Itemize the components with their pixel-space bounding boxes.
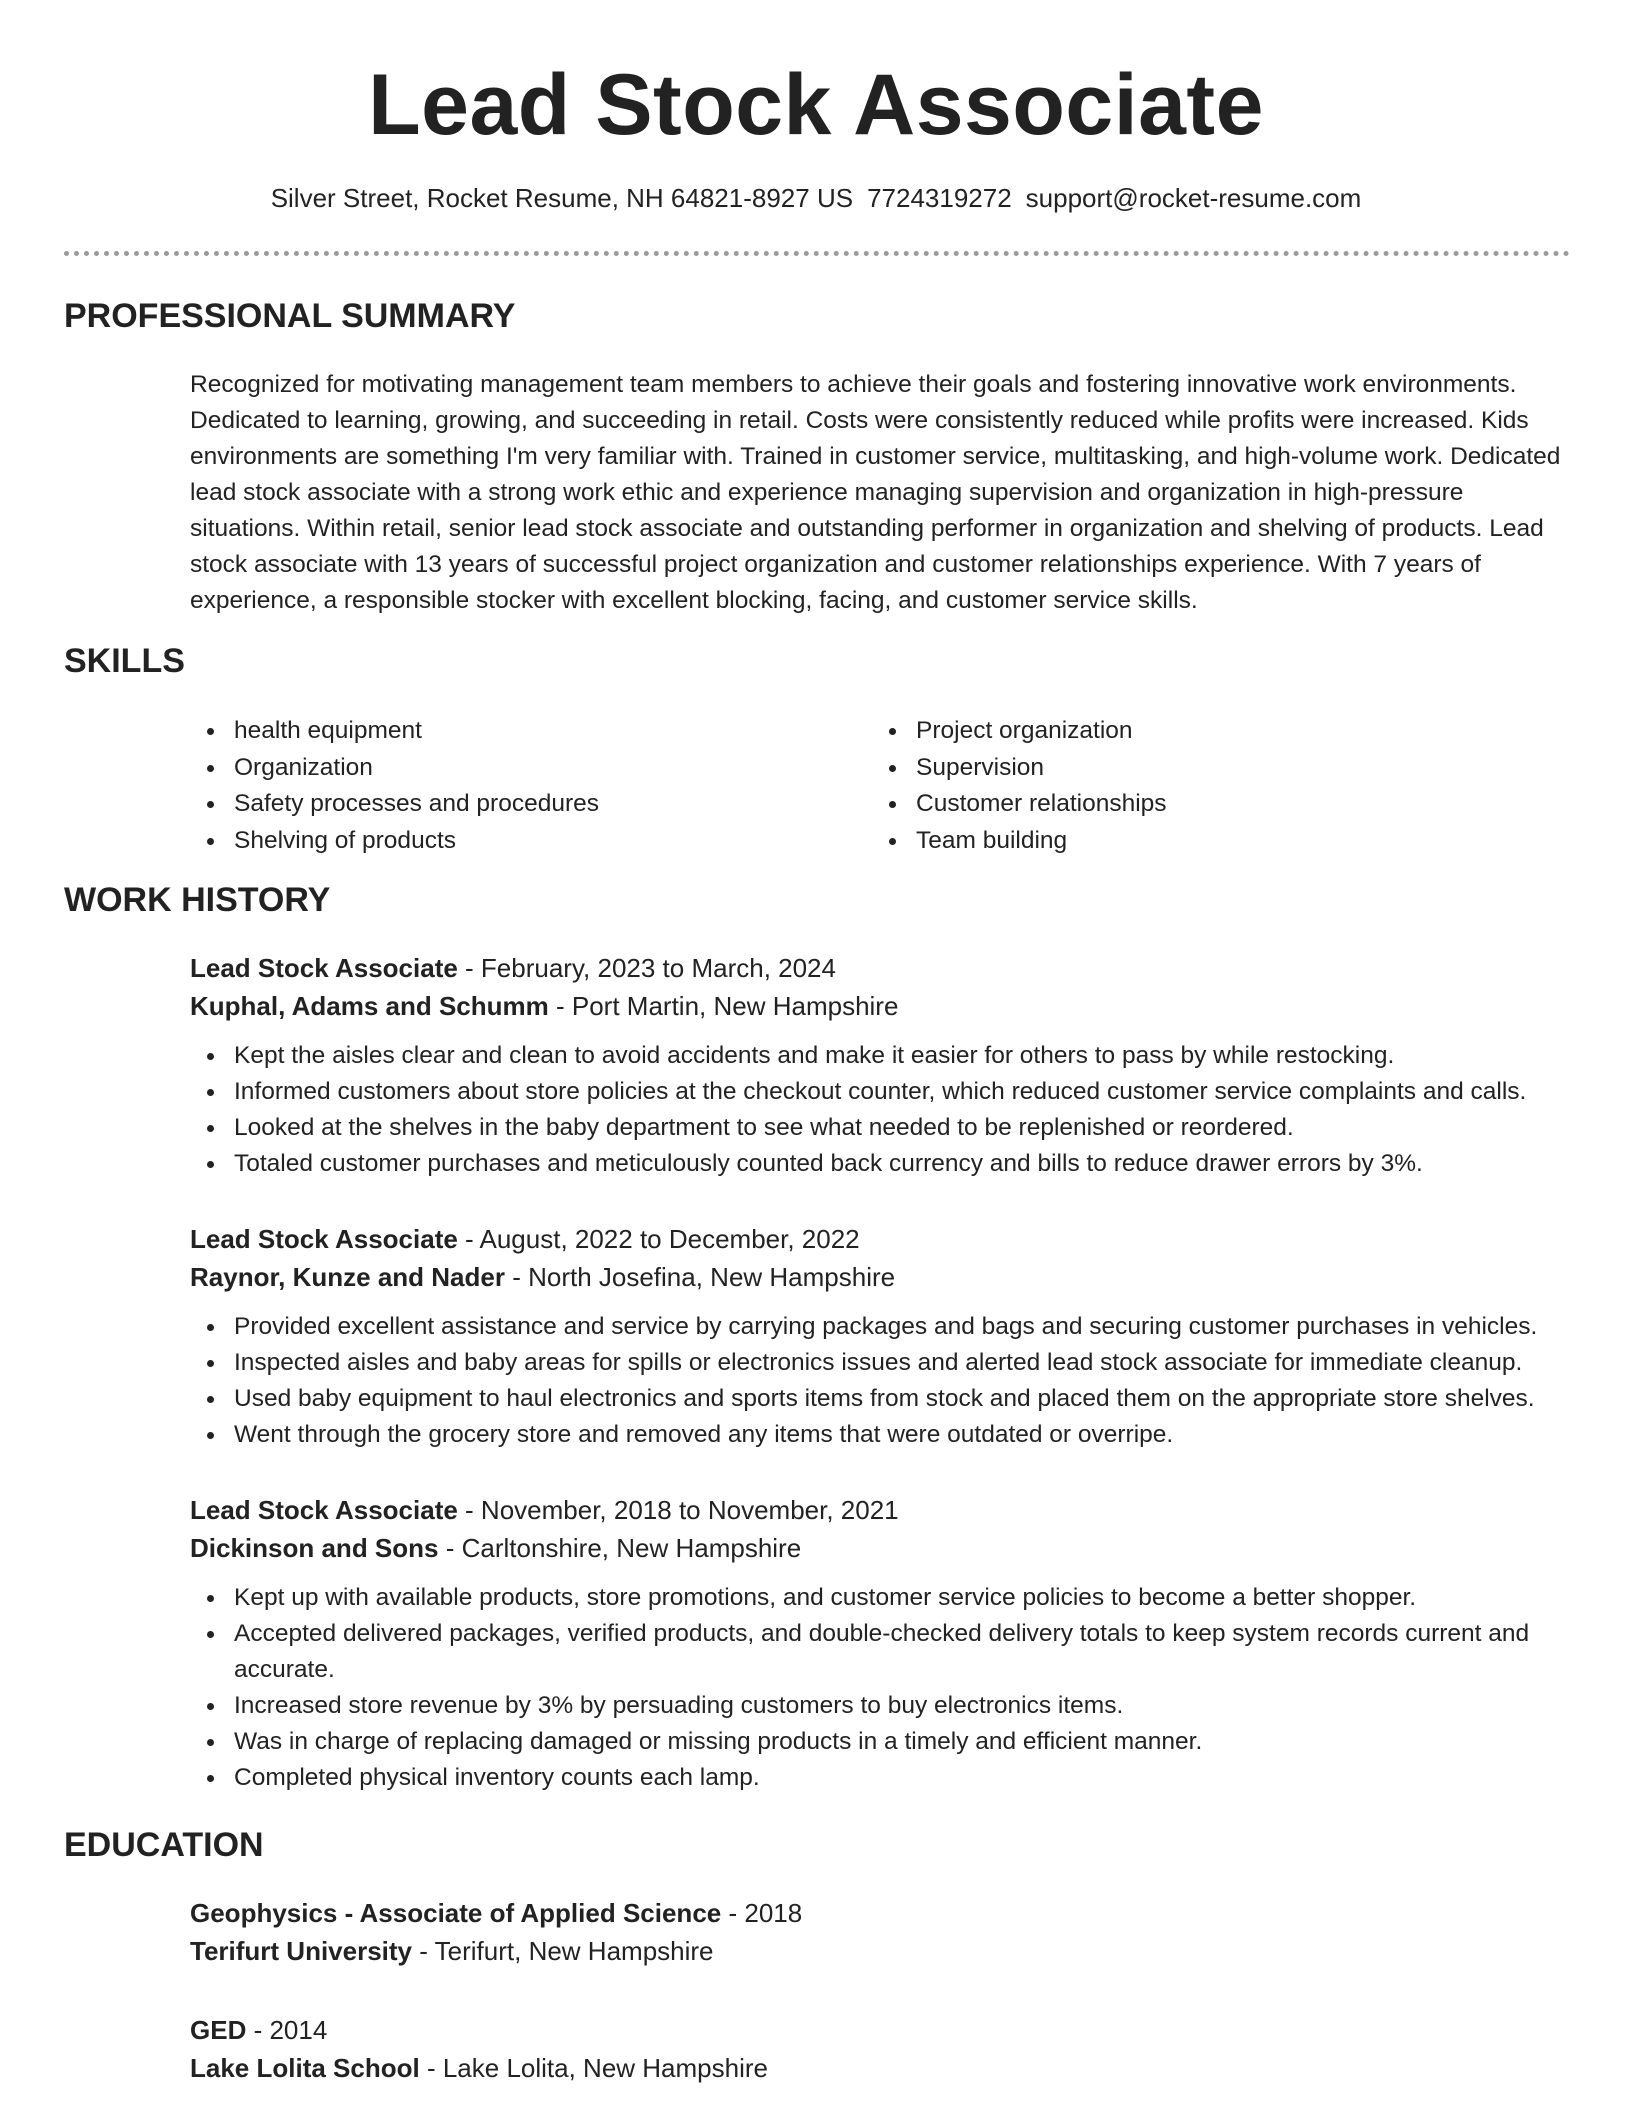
job-bullets xyxy=(190,1038,1580,1182)
job-dates: - November, 2018 to November, 2021 xyxy=(465,1495,899,1525)
job-title-line xyxy=(190,1491,1580,1529)
skill-item: Customer relationships xyxy=(872,786,1554,823)
education-location: - Lake Lolita, New Hampshire xyxy=(426,2053,768,2083)
job-bullet: Went through the grocery store and removed any items that were outdated or overripe. xyxy=(190,1417,1580,1453)
skill-item: Team building xyxy=(872,823,1554,860)
job-location: - Port Martin, New Hampshire xyxy=(556,991,899,1021)
contact-address: Silver Street, Rocket Resume, NH 64821-8927 US xyxy=(270,183,854,213)
job-bullet: Inspected aisles and baby areas for spills or electronics issues and alerted lead stock associate for immediate cleanup. xyxy=(190,1345,1580,1381)
skill-item: Project organization xyxy=(872,713,1554,750)
education-degree-line xyxy=(190,1894,1580,1932)
job-bullet: Totaled customer purchases and meticulously counted back currency and bills to reduce drawer errors by 3%. xyxy=(190,1146,1580,1182)
education-degree: Geophysics - Associate of Applied Science xyxy=(190,1898,722,1928)
job-company: Kuphal, Adams and Schumm xyxy=(190,991,549,1021)
education-entry xyxy=(190,1894,1580,1970)
job-company-line xyxy=(190,987,1580,1025)
job-bullet: Informed customers about store policies at the checkout counter, which reduced customer service complaints and calls. xyxy=(190,1074,1580,1110)
job-company: Raynor, Kunze and Nader xyxy=(190,1262,505,1292)
skills-heading: SKILLS xyxy=(64,642,185,680)
contact-email: support@rocket-resume.com xyxy=(1025,183,1362,213)
job-company-line xyxy=(190,1529,1580,1567)
education-heading: EDUCATION xyxy=(64,1826,264,1864)
education-entry xyxy=(190,2011,1580,2087)
job-bullet: Looked at the shelves in the baby department to see what needed to be replenished or reordered. xyxy=(190,1110,1580,1146)
job-dates: - February, 2023 to March, 2024 xyxy=(465,953,836,983)
education-degree: GED xyxy=(190,2015,247,2045)
job-bullet: Kept up with available products, store promotions, and customer service policies to become a better shopper. xyxy=(190,1580,1580,1616)
contact-phone: 7724319272 xyxy=(867,183,1012,213)
job-bullet: Increased store revenue by 3% by persuading customers to buy electronics items. xyxy=(190,1688,1580,1724)
work-history-heading: WORK HISTORY xyxy=(64,881,331,919)
education-school: Lake Lolita School xyxy=(190,2053,420,2083)
job-entry xyxy=(190,1491,1580,1796)
education-school-line xyxy=(190,1932,1580,1970)
summary-text: Recognized for motivating management team members to achieve their goals and fostering innovative work environments. Dedicated to learning, growing, and succeeding in retail. Costs were consistently reduced while profits were increased. Kids environments are something I'm very familiar with. Trained in customer service, multitasking, and high-volume work. Dedicated lead stock associate with a strong work ethic and experience managing supervision and organization in high-pressure situations. Within retail, senior lead stock associate and outstanding performer in organization and shelving of products. Lead stock associate with 13 years of successful project organization and customer relationships experience. With 7 years of experience, a responsible stocker with excellent blocking, facing, and customer service skills. xyxy=(190,371,1561,614)
job-title: Lead Stock Associate xyxy=(190,1495,458,1525)
job-company-line xyxy=(190,1258,1580,1296)
job-bullets xyxy=(190,1580,1580,1796)
job-dates: - August, 2022 to December, 2022 xyxy=(465,1224,860,1254)
job-bullet: Provided excellent assistance and service by carrying packages and bags and securing customer purchases in vehicles. xyxy=(190,1309,1580,1345)
header-divider xyxy=(64,251,1570,256)
skills-list xyxy=(190,713,1570,859)
job-bullet: Accepted delivered packages, verified products, and double-checked delivery totals to keep system records current and accurate. xyxy=(190,1616,1580,1688)
skill-item: Supervision xyxy=(872,750,1554,787)
education-year: - 2014 xyxy=(253,2015,328,2045)
job-entry xyxy=(190,1220,1580,1453)
job-bullet: Completed physical inventory counts each lamp. xyxy=(190,1760,1580,1796)
summary-heading: PROFESSIONAL SUMMARY xyxy=(64,297,516,335)
job-bullets xyxy=(190,1309,1580,1453)
job-title: Lead Stock Associate xyxy=(190,1224,458,1254)
contact-line xyxy=(0,183,1632,214)
job-title: Lead Stock Associate xyxy=(190,953,458,983)
job-company: Dickinson and Sons xyxy=(190,1533,439,1563)
job-title-line xyxy=(190,949,1580,987)
job-bullet: Kept the aisles clear and clean to avoid accidents and make it easier for others to pass by while restocking. xyxy=(190,1038,1580,1074)
education-year: - 2018 xyxy=(728,1898,803,1928)
job-title-line xyxy=(190,1220,1580,1258)
job-bullet: Was in charge of replacing damaged or missing products in a timely and efficient manner. xyxy=(190,1724,1580,1760)
skill-item: Organization xyxy=(190,750,872,787)
skill-item: Safety processes and procedures xyxy=(190,786,872,823)
education-school-line xyxy=(190,2049,1580,2087)
skill-item: Shelving of products xyxy=(190,823,872,860)
job-location: - Carltonshire, New Hampshire xyxy=(445,1533,802,1563)
job-bullet: Used baby equipment to haul electronics and sports items from stock and placed them on the appropriate store shelves. xyxy=(190,1381,1580,1417)
education-location: - Terifurt, New Hampshire xyxy=(419,1936,714,1966)
job-location: - North Josefina, New Hampshire xyxy=(512,1262,896,1292)
job-entry xyxy=(190,949,1580,1182)
resume-name: Lead Stock Associate xyxy=(368,57,1264,153)
education-degree-line xyxy=(190,2011,1580,2049)
education-school: Terifurt University xyxy=(190,1936,413,1966)
skill-item: health equipment xyxy=(190,713,872,750)
